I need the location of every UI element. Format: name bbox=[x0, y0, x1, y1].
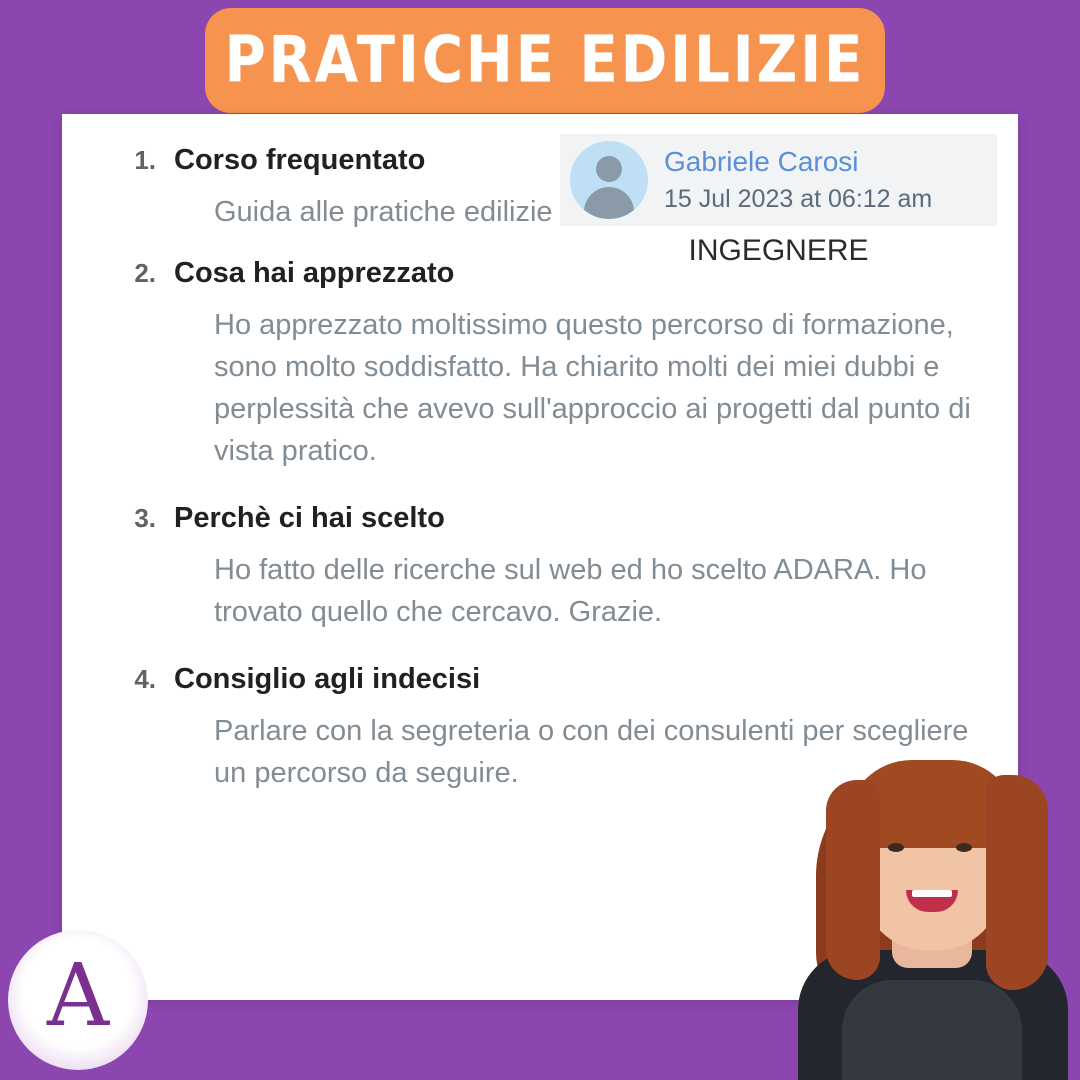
presenter-eye-left bbox=[888, 843, 904, 852]
qa-item bbox=[114, 144, 1014, 233]
banner-title: PRATICHE EDILIZIE bbox=[224, 23, 866, 98]
qa-answer: Ho apprezzato moltissimo questo percorso di formazione, sono molto soddisfatto. Ha chiarito molti dei miei dubbi e perplessità che avevo sull'approccio ai progetti dal punto di vista pratico. bbox=[214, 309, 971, 468]
presenter-photo bbox=[780, 760, 1080, 1080]
author-role: INGEGNERE bbox=[688, 234, 869, 267]
presenter-eye-right bbox=[956, 843, 972, 852]
author-name: Gabriele Carosi bbox=[664, 145, 859, 177]
adara-logo bbox=[8, 930, 148, 1070]
qa-item bbox=[114, 502, 1014, 633]
qa-question: Corso frequentato bbox=[174, 144, 426, 176]
qa-answer: Ho fatto delle ricerche sul web ed ho scelto ADARA. Ho trovato quello che cercavo. Grazie. bbox=[214, 554, 927, 629]
qa-number: 4. bbox=[134, 664, 156, 695]
qa-question: Perchè ci hai scelto bbox=[174, 502, 445, 535]
qa-number: 2. bbox=[134, 258, 156, 289]
qa-head bbox=[114, 144, 1014, 177]
qa-answer: Guida alle pratiche edilizie bbox=[214, 196, 553, 228]
qa-question: Cosa hai apprezzato bbox=[174, 257, 455, 290]
presenter-hair-left bbox=[826, 780, 880, 980]
qa-list bbox=[114, 144, 1014, 824]
qa-head bbox=[114, 663, 1014, 696]
qa-head bbox=[114, 257, 1014, 290]
author-date: 15 Jul 2023 at 06:12 am bbox=[664, 184, 933, 213]
qa-answer: Parlare con la segreteria o con dei consulenti per scegliere un percorso da seguire. bbox=[214, 715, 969, 790]
qa-number: 1. bbox=[134, 145, 156, 175]
qa-question: Consiglio agli indecisi bbox=[174, 663, 481, 696]
qa-number: 3. bbox=[134, 503, 156, 534]
qa-head bbox=[114, 502, 1014, 535]
presenter-jacket-inner bbox=[842, 980, 1022, 1080]
presenter-hair-right bbox=[986, 775, 1048, 990]
logo-letter: A bbox=[46, 946, 110, 1046]
qa-item bbox=[114, 257, 1014, 472]
title-banner bbox=[205, 8, 885, 113]
